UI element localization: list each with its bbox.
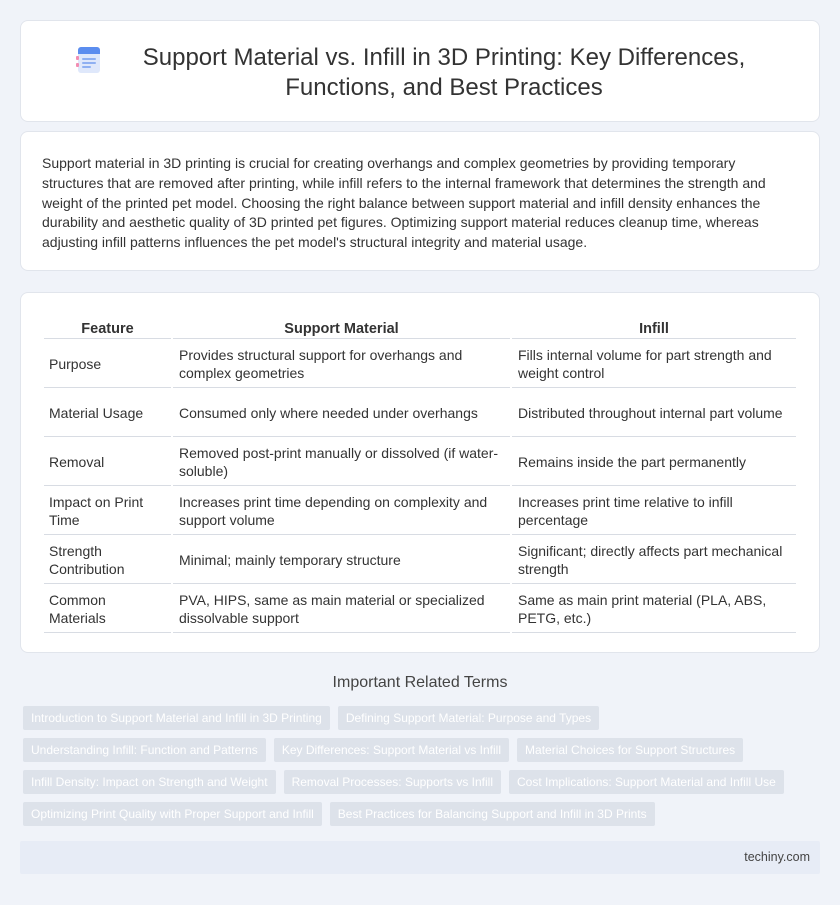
- related-term-label: Removal Processes: Supports vs Infill: [291, 775, 493, 789]
- row-infill: Increases print time relative to infill percentage: [512, 488, 796, 535]
- related-term-link[interactable]: [23, 802, 322, 826]
- related-term-label: Cost Implications: Support Material and Infill Use: [517, 775, 776, 789]
- related-terms-list: [23, 706, 813, 834]
- row-feature: Purpose: [44, 341, 171, 388]
- table-row: [44, 390, 796, 437]
- related-term-link[interactable]: [509, 770, 784, 794]
- row-support-material: Minimal; mainly temporary structure: [173, 537, 510, 584]
- related-term-label: Understanding Infill: Function and Patterns: [31, 743, 258, 757]
- row-infill: Remains inside the part permanently: [512, 439, 796, 486]
- comparison-table: [42, 314, 798, 635]
- related-term-link[interactable]: [517, 738, 743, 762]
- table-header-row: [44, 316, 796, 339]
- comparison-table-card: [20, 292, 820, 653]
- row-infill: Fills internal volume for part strength and weight control: [512, 341, 796, 388]
- related-term-label: Infill Density: Impact on Strength and Weight: [31, 775, 268, 789]
- intro-card: [20, 131, 820, 271]
- related-term-link[interactable]: [274, 738, 509, 762]
- row-support-material: Increases print time depending on complexity and support volume: [173, 488, 510, 535]
- title-wrap: [21, 43, 819, 103]
- table-row: [44, 341, 796, 388]
- table-row: [44, 439, 796, 486]
- row-support-material: Removed post-print manually or dissolved (if water-soluble): [173, 439, 510, 486]
- table-row: [44, 537, 796, 584]
- header-infill: Infill: [512, 316, 796, 339]
- page-title: Support Material vs. Infill in 3D Printing: Key Differences, Functions, and Best Practices: [142, 44, 746, 101]
- row-feature: Removal: [44, 439, 171, 486]
- related-term-label: Optimizing Print Quality with Proper Support and Infill: [31, 807, 314, 821]
- table-row: [44, 586, 796, 633]
- related-term-link[interactable]: [23, 706, 330, 730]
- related-term-link[interactable]: [284, 770, 501, 794]
- row-support-material: Consumed only where needed under overhangs: [173, 390, 510, 437]
- related-terms-title: Important Related Terms: [332, 674, 508, 691]
- footer-site-name[interactable]: techiny.com: [744, 850, 810, 864]
- related-term-link[interactable]: [338, 706, 599, 730]
- footer: [20, 841, 820, 874]
- row-feature: Material Usage: [44, 390, 171, 437]
- header-feature: Feature: [44, 316, 171, 339]
- document-icon: [76, 46, 102, 74]
- row-feature: Impact on Print Time: [44, 488, 171, 535]
- related-term-link[interactable]: [330, 802, 655, 826]
- row-infill: Same as main print material (PLA, ABS, PETG, etc.): [512, 586, 796, 633]
- related-term-label: Introduction to Support Material and Infill in 3D Printing: [31, 711, 322, 725]
- related-term-link[interactable]: [23, 738, 266, 762]
- intro-paragraph: Support material in 3D printing is crucial for creating overhangs and complex geometries by providing temporary structures that are removed after printing, while infill refers to the internal framework that determines the strength and weight of the printed pet model. Choosing the right balance between support material and infill density enhances the durability and aesthetic quality of 3D printed pet figures. Optimizing support material reduces cleanup time, whereas adjusting infill patterns influences the pet model's structural integrity and material usage.: [42, 155, 766, 251]
- table-row: [44, 488, 796, 535]
- row-feature: Common Materials: [44, 586, 171, 633]
- row-infill: Distributed throughout internal part volume: [512, 390, 796, 437]
- row-support-material: PVA, HIPS, same as main material or specialized dissolvable support: [173, 586, 510, 633]
- related-term-label: Defining Support Material: Purpose and Types: [345, 711, 592, 725]
- row-support-material: Provides structural support for overhangs and complex geometries: [173, 341, 510, 388]
- related-term-link[interactable]: [23, 770, 276, 794]
- related-term-label: Best Practices for Balancing Support and Infill in 3D Prints: [337, 807, 647, 821]
- row-feature: Strength Contribution: [44, 537, 171, 584]
- header-support-material: Support Material: [173, 316, 510, 339]
- related-term-label: Key Differences: Support Material vs Infill: [281, 743, 502, 757]
- related-term-label: Material Choices for Support Structures: [525, 743, 736, 757]
- header-card: [20, 20, 820, 122]
- row-infill: Significant; directly affects part mechanical strength: [512, 537, 796, 584]
